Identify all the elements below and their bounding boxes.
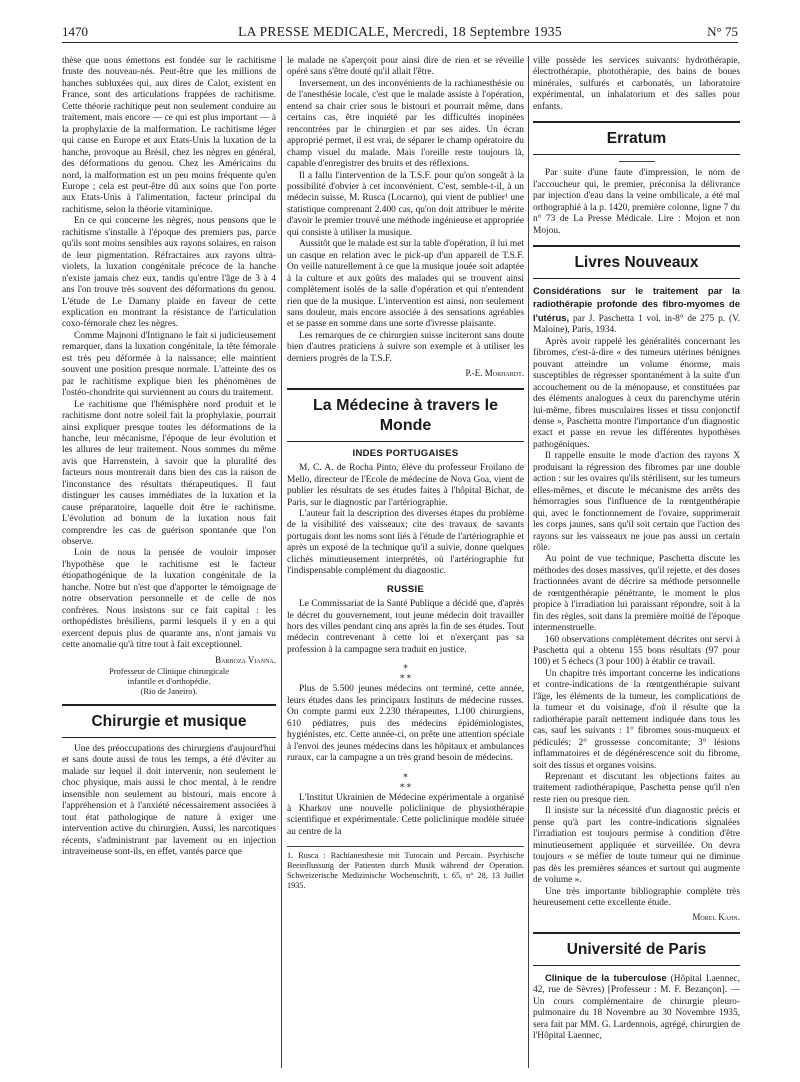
page-header	[62, 24, 738, 43]
section-header-box	[533, 245, 740, 279]
column-2	[287, 56, 524, 1068]
section-header-box	[62, 704, 276, 738]
author-signature: Morel Kahn.	[692, 912, 740, 923]
journal-title: LA PRESSE MEDICALE, Mercredi, 18 Septembre 1935	[238, 24, 562, 39]
paragraph: Une des préoccupations des chirurgiens d'aujourd'hui et sans doute aussi de tous les temps, a été d'éviter au malade sur lequel il doit intervenir, non seulement le choc physique, mais aussi le choc mental, à le rendre insensible non seulement au bistouri, mais encore à l'appréhension et à l'anxiété nécessairement associées à tout état pathologique de nature à exiger une intervention active du chirurgien. Aussi, les narcotiques récents, s'administrant par lavement ou en injection intraveineuse sont-ils, en effet, vantés parce que	[62, 744, 276, 858]
paragraph: L'auteur fait la description des diverses étapes du problème de la visibilité des vaisseaux; cite des travaux de savants portugais dont les noms sont liés à l'étude de l'artériographie et après un exposé de la technique qu'il a suivie, donne quelques clichés minutieusement interprétés, où l'artériographie fut l'indispensable complément du diagnostic.	[287, 508, 524, 577]
paragraph: En ce qui concerne les nègres, nous pensons que le rachitisme s'installe à l'époque des premiers pas, parce qu'ils sont moins sensibles aux rayons solaires, en raison de leur pigmentation. Réfractaires aux rayons ultra-violets, la luxation congénitale précoce de la hanche n'existe jamais chez eux, tandis qu'entre l'âge de 3 à 4 ans l'on trouve très souvent des déformations du genou. L'étude de Le Damany plaide en faveur de cette explication en montrant la résistance de l'articulation coxo-fémorale chez les nègres.	[62, 216, 276, 330]
paragraph: Il a fallu l'intervention de la T.S.F. pour qu'on songeât à la possibilité d'obvier à cet inconvénient. C'est, semble-t-il, à un médecin suisse, M. Rusca (Locarno), qui vient de publier¹ une statistique comprenant 2.400 cas, qu'on doit attribuer le mérite d'avoir le premier trouvé une méthode ingénieuse et appropriée qui consiste à utiliser la musique.	[287, 170, 524, 238]
column-rule-2	[528, 56, 529, 1068]
announcement-label: Clinique de la tuberculose	[545, 971, 667, 983]
section-title: Livres Nouveaux	[574, 253, 699, 271]
divider	[619, 161, 655, 162]
paragraph: Le rachitisme que l'hémisphère nord produit et le rachitisme dont notre soleil fait la prophylaxie, pourrait ainsi expliquer presque toutes les déformations de la hanche, leur mécanisme, l'époque de leur évolution et les allures de leur traitement. Nous sommes du même avis que Harrenstein, à savoir que la pluralité des facteurs nous montrerait dans bien des cas la raison de l'inconstance des résultats thérapeutiques. Il faut distinguer les causes immédiates de la luxation et la cause préparatoire, laquelle doit être le rachitisme. L'évolution ad bonum de la luxation nous fait comprendre les cas de guérison spontanée que l'on observe.	[62, 399, 276, 548]
paragraph: Une très importante bibliographie complète très heureusement cette excellente étude.	[533, 886, 740, 908]
author-signature: Barboza Vianna.	[215, 654, 276, 665]
book-title: Considérations sur le traitement par la radiothérapie profonde des fibro-myomes de l'utérus,	[533, 284, 740, 323]
author-signature: P.-E. Morhardt.	[465, 368, 524, 379]
separator-asterism: ⁎ ⁎ ⁎	[399, 768, 412, 789]
section-header-box	[533, 932, 740, 966]
announcement-text: (Hôpital Laennec, 42, rue de Sèvres) [Professeur : M. F. Bezançon]. — Un cours complémentaire de chirurgie pleuro-pulmonaire du 18 Novembre au 30 Novembre 1935, sera fait par MM. G. Lardennois, agrégé, chirurgien de l'Hôpital Laennec,	[533, 973, 740, 1042]
author-affiliation: Professeur de Clinique chirurgicale	[109, 666, 229, 677]
issue-number: N° 75	[707, 24, 738, 39]
book-reference: par J. Paschetta 1 vol. in-8° de 275 p. (V. Maloine), Paris, 1934.	[533, 313, 740, 336]
page-number: 1470	[62, 24, 88, 39]
paragraph: Il rappelle ensuite le mode d'action des rayons X produisant la régression des fibromes par une double action : sur les ovaires qu'ils stérilisent, sur les tumeurs elles-mêmes, et discute le mécanisme des arrêts des hémorragies sous l'influence de la rœntgenthérapie qui, avec le fonctionnement de l'ovaire, supprimerait les corps jaunes, sans qu'il soit certain que l'action des rayons sur les vaisseaux ne joue pas aussi un certain rôle.	[533, 451, 740, 553]
section-title: Chirurgie et musique	[91, 713, 247, 731]
section-title: La Médecine à travers le Monde	[313, 396, 498, 434]
column-3	[533, 56, 740, 1068]
section-title: Université de Paris	[566, 940, 707, 958]
section-header-box	[287, 388, 524, 442]
subsection-heading: RUSSIE	[386, 583, 425, 595]
author-affiliation: (Rio de Janeiro).	[140, 686, 198, 697]
section-header-box	[533, 121, 740, 155]
paragraph: Au point de vue technique, Paschetta discute les méthodes des doses massives, qu'il rejette, et des doses fractionnées avant de décrire sa méthode personnelle de rœntgenthérapie pénétrante, le moment le plus propice à l'irradiation lui paraissant répondre, soit à la fin des règles, soit dans la première moitié de l'époque intermenstruelle.	[533, 554, 740, 634]
paragraph: Le Commissariat de la Santé Publique a décidé que, d'après le décret du gouvernement, tout jeune médecin doit travailler hors des villes pendant cinq ans après la fin de ses études. Tout médecin contrevenant à cette loi et n'exerçant pas sa profession à la campagne sera traduit en justice.	[287, 599, 524, 655]
paragraph: Un chapitre très important concerne les indications et contre-indications de la rœntgenthérapie suivant l'âge, les éléments de la tumeur, les complications de la tumeur et du voisinage, d'où il résulte que la radiothérapie paraît nettement indiquée dans tous les cas, sauf les suivants : 1° fibromes sous-muqueux et pédiculés; 2° grossesse concomitante; 3° lésions inflammatoires et de dégénérescence soit du fibrome, soit des tissus et organes voisins.	[533, 668, 740, 771]
column-rule-1	[281, 56, 282, 1068]
author-affiliation: infantile et d'orthopédie.	[127, 676, 211, 687]
footnote: 1. Rusca : Rachianesthesie mit Tutocain und Percain. Psychische Beeinflussung der Patienten durch Musik während der Operation. Schweizerische Medizinische Wochenschrift, t. 65, n° 28, 13 Juillet 1935.	[287, 846, 524, 891]
paragraph: M. C. A. de Rocha Pinto, élève du professeur Froilano de Mello, directeur de l'Ecole de médecine de Nova Goa, vient de publier les résultats de ses études faites à l'hôpital Bichat, de Paris, sur le diagnostic par l'artériographie.	[287, 463, 524, 508]
paragraph: Inversement, un des inconvénients de la rachianesthésie ou de l'anesthésie locale, c'est que le malade assiste à l'opération, entend sa chair crier sous le bistouri et pourrait même, dans certains cas, être inquiété par les difficultés inopinées rencontrées par le chirurgien et par ses aides. Un écran approprié permet, il est vrai, de séparer le champ opératoire du champ visuel du malade. Mais l'oreille reste toujours là, capable d'enregistrer des bruits et des réflexions.	[287, 78, 524, 170]
paragraph: thèse que nous émettons est fondée sur le rachitisme fruste des nouveau-nés. Peut-être que les millions de hanches subluxées qui, aux dires de Calot, existent en France, sont des articulations frappées de rachitisme. Cette théorie rachitique peut non seulement conduire au traitement, mais encore — ce qui est plus important — à la prophylaxie de la malformation. Le rachitisme léger qui cause en Europe et aux Etats-Unis la luxation de la hanche, provoque au Brésil, chez les nègres en général, des déformations du genou. Chez les Américains du nord, la malformation est un peu moins fréquente qu'en Europe ; cela est peut-être dû aux soins que l'on porte aux Etats-Unis à l'alimentation, facteur principal du rachitisme, selon la théorie vitaminique.	[62, 56, 276, 215]
announcement	[533, 972, 740, 1043]
paragraph: Par suite d'une faute d'impression, le nom de l'accoucheur qui, le premier, préconisa la délivrance par injection d'eau dans la veine ombilicale, a été mal orthographié à la p. 1420, première colonne, ligne 7 du n° 73 de La Presse Médicale. Lire : Mojon et non Mojou.	[533, 168, 740, 236]
paragraph: Plus de 5.500 jeunes médecins ont terminé, cette année, leurs études dans les principaux Instituts de médecine russes. On compte parmi eux 2.230 thérapeutes, 1.100 chirurgiens, 610 pédiatres, puis des médecins épidémiologistes, hygiénistes, etc. Cette année-ci, on prête une attention spéciale à l'envoi des jeunes médecins dans les hôpitaux et ambulances ruraux, car la campagne a un très grand besoin de médecins.	[287, 684, 524, 764]
paragraph: Comme Majnoni d'Intignano le fait si judicieusement remarquer, dans la luxation congénitale, la tête fémorale est très peu déformée à la naissance; elle maintient souvent une position presque normale. L'atteinte des os par le rachitisme explique bien les phénomènes de l'ostéo-chondrite qui surviennent au cours du traitement.	[62, 330, 276, 399]
subsection-heading: INDES PORTUGAISES	[352, 447, 459, 459]
book-entry	[533, 285, 740, 337]
paragraph: Après avoir rappelé les généralités concernant les fibromes, c'est-à-dire « des tumeurs utérines bénignes pouvant atteindre un volume énorme, mais susceptibles de régresser spontanément à la suite d'un accouchement ou de la ménopause, et constituées par des éléments analogues à ceux du parenchyme utérin lui-même, fibres musculaires lisses et tissu conjonctif dense », Paschetta montre l'importance d'un diagnostic exact et passe en revue les différentes hypothèses pathogéniques.	[533, 336, 740, 450]
paragraph: Aussitôt que le malade est sur la table d'opération, il lui met un casque en relation avec le pick-up d'un appareil de T.S.F. On veille naturellement à ce que la musique jouée soit adaptée à la culture et aux goûts des malades qui se trouvent ainsi complètement isolés de la salle d'opération et qui n'entendent rien que de la musique. L'intervention est ainsi, non seulement sans douleur, mais encore associée à des sensations agréables et se passe en somme dans une sorte d'ivresse plaisante.	[287, 239, 524, 330]
paragraph: le malade ne s'aperçoit pour ainsi dire de rien et se réveille opéré sans s'être douté qu'il allait l'être.	[287, 56, 524, 78]
paragraph: Il insiste sur la nécessité d'un diagnostic précis et pense qu'à part les contre-indications signalées l'irradiation est toujours permise à condition d'être minutieusement appliquée et surveillée. On devra toujours « se méfier de toute tumeur qui ne diminue pas dès les premières séances et surtout qui augmente de volume ».	[533, 806, 740, 886]
paragraph: Reprenant et discutant les objections faites au traitement radiothérapique, Paschetta pense qu'il n'en reste rien ou presque rien.	[533, 772, 740, 805]
paragraph: ville possède les services suivants: hydrothérapie, électrothérapie, photothérapie, des bains de boues minérales, sulfurés et carbonatés, un laboratoire expérimental, un inhalatorium et des salles pour enfants.	[533, 56, 740, 112]
paragraph: 160 observations complètement décrites ont servi à Paschetta qui a obtenu 155 bons résultats (97 pour 100) et 5 échecs (3 pour 100) à établir ce travail.	[533, 634, 740, 668]
separator-asterism: ⁎ ⁎ ⁎	[399, 660, 412, 681]
paragraph: Loin de nous la pensée de vouloir imposer l'hypothèse que le rachitisme est le facteur étiopathogénique de la luxation congénitale de la hanche. Notre but n'est que d'apporter le témoignage de notre observation personnelle et de celle de nos confrères. Nous insistons sur ce fait capital : les orthopédistes brésiliens, parmi lesquels il y en a qui exercent depuis plus de quarante ans, n'ont jamais vu cette anomalie qu'à titre tout à fait exceptionnel.	[62, 548, 276, 651]
column-1	[62, 56, 276, 1068]
section-title: Erratum	[606, 130, 667, 148]
paragraph: L'Institut Ukrainien de Médecine expérimentale a organisé à Kharkov une nouvelle policlinique de physiothérapie scientifique et expérimentale. Cette policlinique modèle située au centre de la	[287, 792, 524, 837]
paragraph: Les remarques de ce chirurgien suisse inciteront sans doute bien d'autres praticiens à suivre son exemple et à utiliser les derniers progrès de la T.S.F.	[287, 330, 524, 364]
